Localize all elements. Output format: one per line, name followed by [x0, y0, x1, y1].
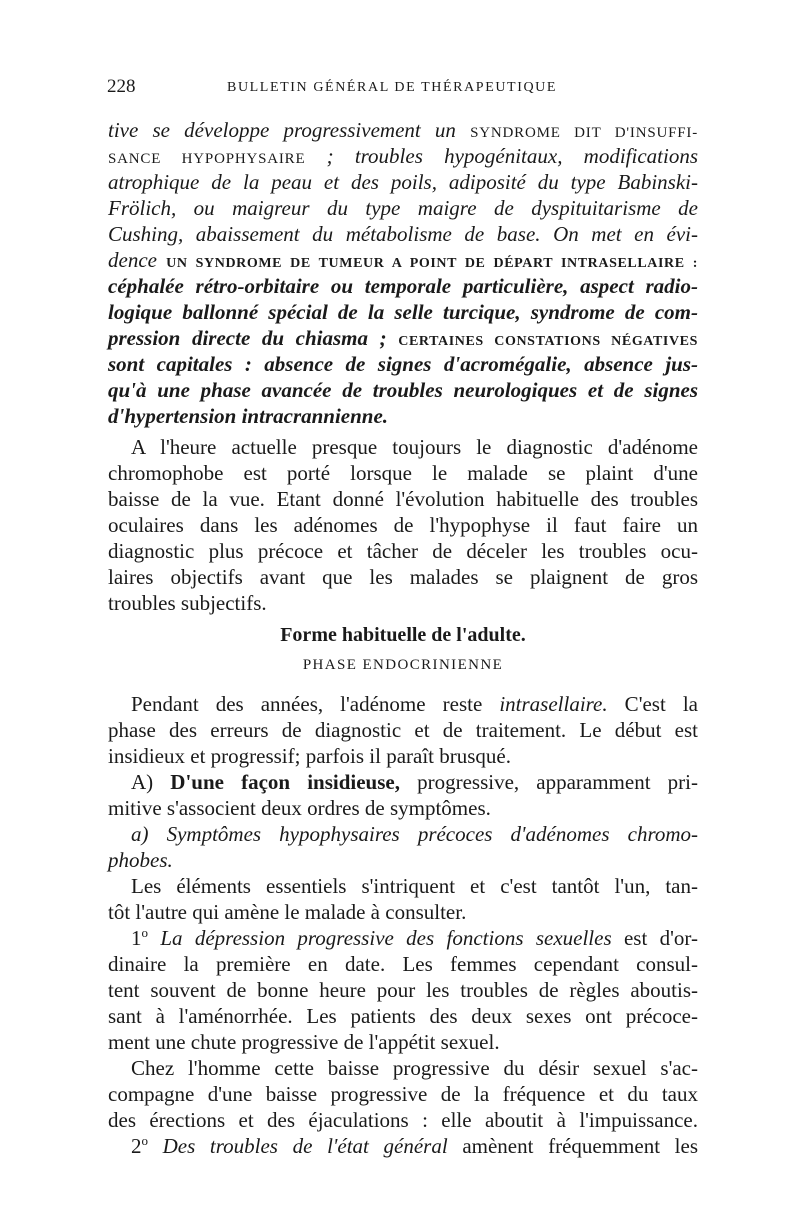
text-line: tôt l'autre qui amène le malade à consulter.	[108, 900, 467, 924]
text-line: des érections et des éjaculations : elle aboutit à l'impuissance.	[108, 1108, 698, 1132]
text-line: chromophobe est porté lorsque le malade se plaint d'une	[108, 461, 698, 485]
text-line: oculaires dans les adénomes de l'hypophyse il faut faire un	[108, 513, 698, 537]
page-number: 228	[107, 76, 136, 97]
section-title: Forme habituelle de l'adulte.	[280, 624, 526, 646]
section-subtitle: PHASE ENDOCRINIENNE	[302, 657, 504, 673]
text-line: troubles subjectifs.	[108, 591, 267, 615]
text-line: 2$^o$ Des troubles de l'état général amènent fréquemment les	[131, 1133, 699, 1158]
text-line: Frölich, ou maigreur du type maigre de dyspituitarisme de	[108, 196, 698, 220]
text-line: Les éléments essentiels s'intriquent et c'est tantôt l'un, tan-	[131, 874, 698, 898]
text-line: mitive s'associent deux ordres de symptômes.	[108, 796, 491, 820]
text-line: d'hypertension intracrannienne.	[108, 404, 389, 428]
text-line: SANCE HYPOPHYSAIRE ; troubles hypogénitaux, modifications	[108, 144, 698, 168]
text-line: phobes.	[108, 848, 173, 872]
text-line: phase des erreurs de diagnostic et de traitement. Le début est	[108, 718, 698, 742]
text-line: tent souvent de bonne heure pour les troubles de règles aboutis-	[108, 978, 698, 1002]
text-line: céphalée rétro-orbitaire ou temporale particulière, aspect radio-	[108, 274, 698, 298]
page-header	[107, 74, 707, 104]
text-line: logique ballonné spécial de la selle turcique, syndrome de com-	[108, 300, 698, 324]
text-line: A) D'une façon insidieuse, progressive, apparamment pri-	[131, 770, 698, 794]
text-line: Pendant des années, l'adénome reste intrasellaire. C'est la	[131, 692, 699, 716]
text-line: sant à l'aménorrhée. Les patients des deux sexes ont précoce-	[108, 1004, 698, 1028]
text-line: Cushing, abaissement du métabolisme de base. On met en évi-	[108, 222, 698, 246]
text-line: insidieux et progressif; parfois il paraît brusqué.	[108, 744, 511, 768]
text-line: qu'à une phase avancée de troubles neurologiques et de signes	[108, 378, 698, 402]
text-line: dinaire la première en date. Les femmes cependant consul-	[108, 952, 698, 976]
text-line: ment une chute progressive de l'appétit sexuel.	[108, 1030, 500, 1054]
text-line: laires objectifs avant que les malades se plaignent de gros	[108, 565, 698, 589]
text-line: a) Symptômes hypophysaires précoces d'adénomes chromo-	[131, 822, 698, 846]
text-line: A l'heure actuelle presque toujours le diagnostic d'adénome	[131, 435, 698, 459]
text-line: dence UN SYNDROME DE TUMEUR A POINT DE DÉPART INTRASELLAIRE :	[108, 248, 699, 272]
running-head: BULLETIN GÉNÉRAL DE THÉRAPEUTIQUE	[227, 80, 558, 95]
text-line: 1$^o$ La dépression progressive des fonctions sexuelles est d'or-	[131, 925, 698, 950]
text-line: diagnostic plus précoce et tâcher de déceler les troubles ocu-	[108, 539, 698, 563]
text-line: atrophique de la peau et des poils, adiposité du type Babinski-	[108, 170, 698, 194]
text-line: sont capitales : absence de signes d'acromégalie, absence jus-	[108, 352, 698, 376]
text-line: baisse de la vue. Etant donné l'évolution habituelle des troubles	[108, 487, 698, 511]
text-line: pression directe du chiasma ; CERTAINES CONSTATIONS NÉGATIVES	[108, 326, 699, 350]
text-line: Chez l'homme cette baisse progressive du désir sexuel s'ac-	[131, 1056, 698, 1080]
text-line: compagne d'une baisse progressive de la fréquence et du taux	[108, 1082, 698, 1106]
text-line: tive se développe progressivement un SYNDROME DIT D'INSUFFI-	[108, 118, 698, 142]
